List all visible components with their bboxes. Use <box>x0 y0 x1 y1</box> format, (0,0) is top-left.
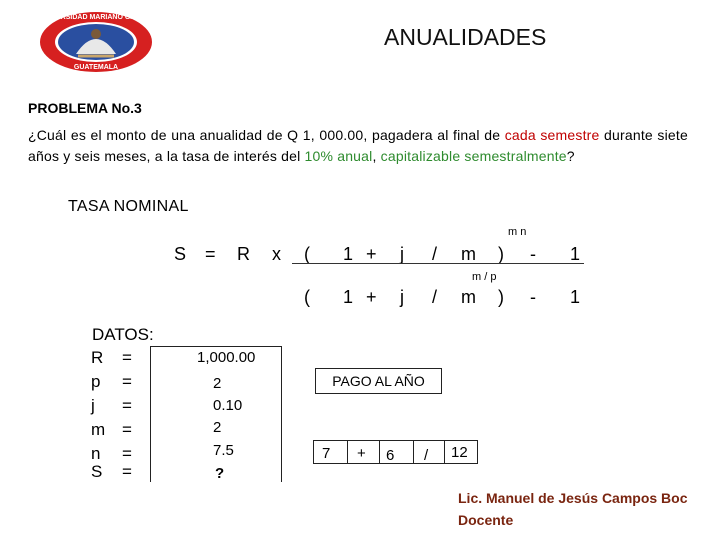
problem-statement <box>28 125 688 167</box>
highlight-cada-semestre: cada semestre <box>504 127 600 143</box>
datos-eq: = <box>122 462 132 481</box>
datos-eq: = <box>122 444 132 463</box>
author-role: Docente <box>458 512 514 528</box>
value-m: 2 <box>213 419 222 436</box>
formula-label: TASA NOMINAL <box>68 198 189 215</box>
datos-values-box <box>150 346 282 482</box>
value-s: ? <box>215 465 225 482</box>
datos-var: S <box>91 462 103 481</box>
den-lparen: ( <box>304 287 310 307</box>
formula-r: R <box>237 244 250 264</box>
university-logo <box>38 10 154 74</box>
formula-equals: = <box>205 244 216 264</box>
formula-times: x <box>272 244 281 264</box>
num-minus: - <box>530 244 536 264</box>
den-exponent: m / p <box>472 271 497 283</box>
fraction-bar <box>292 263 584 264</box>
problem-text-part: durante siete años y seis meses, a la tasa de interés del <box>28 127 688 164</box>
author-name: Lic. Manuel de Jesús Campos Boc <box>458 490 688 506</box>
den-one: 1 <box>343 287 354 307</box>
den-plus: + <box>366 287 377 307</box>
calc-cell-slash: / <box>413 440 445 464</box>
num-j: j <box>400 244 404 264</box>
datos-var: j <box>91 396 95 415</box>
pago-al-ano-box: PAGO AL AÑO <box>315 368 442 394</box>
highlight-capitalizable: capitalizable semestralmente <box>380 148 567 164</box>
problem-text-part: ¿Cuál es el monto de una anualidad de Q 1, 000.00, pagadera al final de <box>28 127 505 143</box>
num-lparen: ( <box>304 244 310 264</box>
num-m: m <box>461 244 476 264</box>
datos-eq: = <box>122 348 132 367</box>
num-rparen: ) <box>498 244 504 264</box>
den-j: j <box>400 287 404 307</box>
datos-eq: = <box>122 396 132 415</box>
num-plus: + <box>366 244 377 264</box>
calc-cell-7: 7 <box>313 440 348 464</box>
datos-var: R <box>91 348 104 367</box>
formula-s: S <box>174 244 187 264</box>
page-title: ANUALIDADES <box>384 24 547 50</box>
calc-cell-6: 6 <box>379 440 414 464</box>
datos-title: DATOS: <box>92 325 154 344</box>
datos-var: p <box>91 372 101 391</box>
num-one: 1 <box>343 244 354 264</box>
datos-eq: = <box>122 420 132 439</box>
datos-var: n <box>91 444 101 463</box>
value-r: 1,000.00 <box>197 349 256 366</box>
value-p: 2 <box>213 375 222 392</box>
den-one-b: 1 <box>570 287 581 307</box>
problem-text-part: , <box>372 148 381 164</box>
den-rparen: ) <box>498 287 504 307</box>
den-slash: / <box>432 287 438 307</box>
highlight-tasa: 10% anual <box>304 148 373 164</box>
problem-heading: PROBLEMA No.3 <box>28 100 142 116</box>
logo-text-bottom: GUATEMALA <box>73 64 119 71</box>
den-minus: - <box>530 287 536 307</box>
calc-cell-plus: + <box>347 440 380 464</box>
num-slash: / <box>432 244 438 264</box>
value-j: 0.10 <box>213 397 243 414</box>
logo-text-top: UNIVERSIDAD MARIANO GALVEZ <box>39 14 153 21</box>
calc-cell-12: 12 <box>444 440 478 464</box>
den-m: m <box>461 287 476 307</box>
datos-var: m <box>91 420 106 439</box>
problem-text-part: ? <box>566 148 575 164</box>
num-exponent: m n <box>508 226 527 238</box>
datos-eq: = <box>122 372 132 391</box>
value-n: 7.5 <box>213 442 234 459</box>
num-one-b: 1 <box>570 244 581 264</box>
